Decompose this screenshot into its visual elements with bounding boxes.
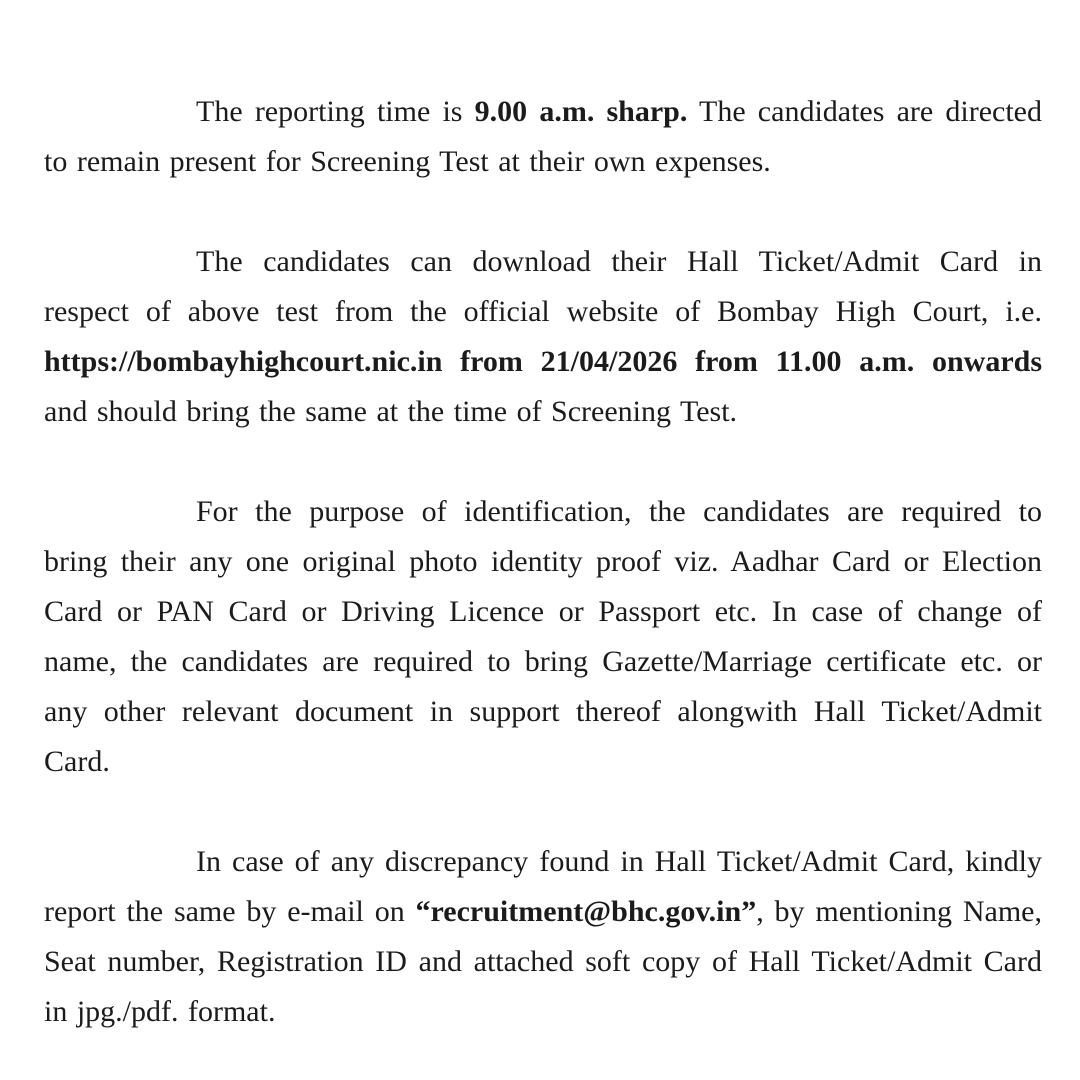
bold-text-run: https://bombayhighcourt.nic.in from 21/04/2026 from 11.00 a.m. onwards <box>44 345 1042 378</box>
text-run: The reporting time is <box>196 95 475 128</box>
bold-text-run: “recruitment@bhc.gov.in” <box>415 895 757 928</box>
text-run: In case of any discrepancy found in Hall Ticket/Admit Card, kindly report the same by e-mail on <box>44 845 1042 928</box>
notice-body <box>44 87 1042 1037</box>
text-run: The candidates can download their Hall Ticket/Admit Card in respect of above test from the official website of Bombay High Court, i.e. <box>44 245 1042 328</box>
paragraph-4 <box>44 837 1042 1037</box>
text-run: , by mentioning Name, Seat number, Registration ID and attached soft copy of Hall Ticket/Admit Card in jpg./pdf. format. <box>44 895 1042 1028</box>
bold-text-run: 9.00 a.m. sharp. <box>474 95 688 128</box>
text-run: For the purpose of identification, the candidates are required to bring their any one original photo identity proof viz. Aadhar Card or Election Card or PAN Card or Driving Licence or Passport etc. In case of change of name, the candidates are required to bring Gazette/Marriage certificate etc. or any other relevant document in support thereof alongwith Hall Ticket/Admit Card. <box>44 495 1042 778</box>
text-run: and should bring the same at the time of Screening Test. <box>44 395 738 428</box>
paragraph-2 <box>44 237 1042 437</box>
paragraph-3 <box>44 487 1042 787</box>
paragraph-1 <box>44 87 1042 187</box>
text-run: The candidates are directed to remain present for Screening Test at their own expenses. <box>44 95 1042 178</box>
